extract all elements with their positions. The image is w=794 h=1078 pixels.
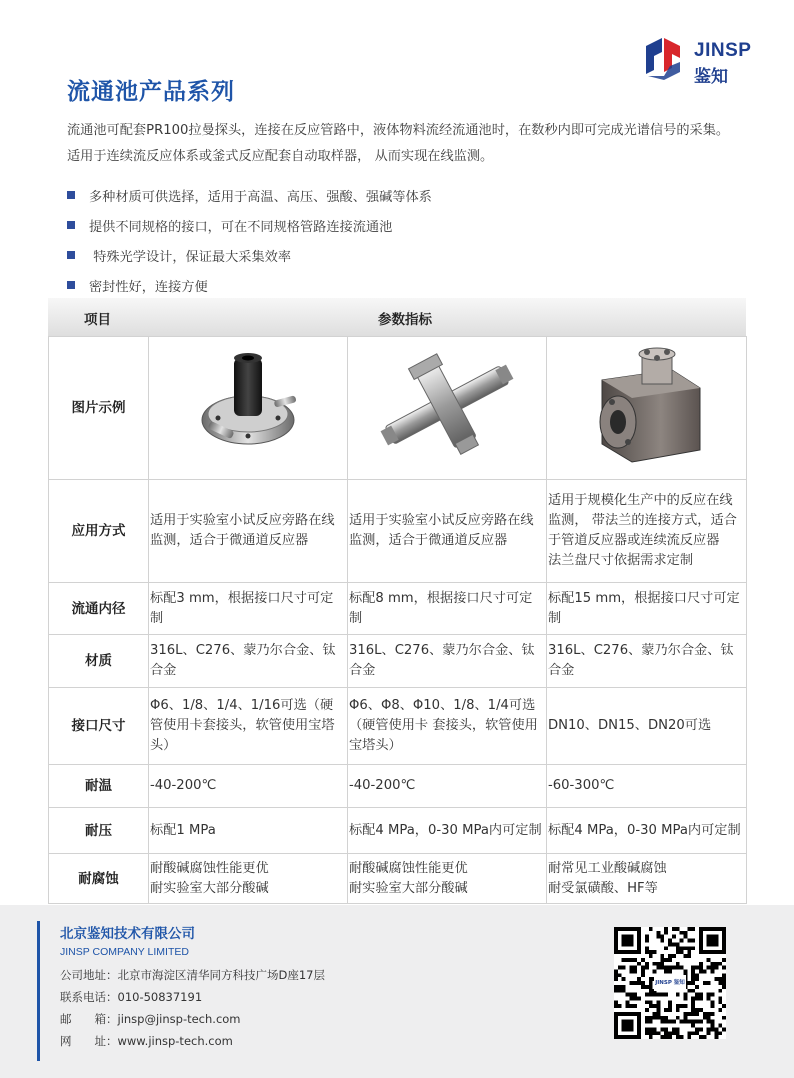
table-cell: 316L、C276、蒙乃尔合金、钛合金	[547, 635, 747, 688]
qr-logo-text: JINSP 鉴知	[654, 975, 686, 991]
table-cell: Φ6、Φ8、Φ10、1/8、1/4可选（硬管使用卡 套接头，软管使用宝塔头）	[348, 688, 547, 765]
header-item: 项目	[84, 312, 111, 328]
flow-cell-microchannel-icon	[178, 340, 318, 470]
table-row	[49, 688, 747, 765]
table-cell: 适用于规模化生产中的反应在线监测， 带法兰的连接方式，适合于管道反应器或连续流反应器 法兰盘尺寸依据需求定制	[547, 480, 747, 583]
logo-text-en: JINSP	[694, 40, 752, 61]
bullet-square-icon	[67, 191, 75, 199]
flow-cell-cross-photo	[348, 337, 547, 480]
feature-list	[67, 180, 432, 300]
table-row	[49, 765, 747, 808]
intro-paragraph: 流通池可配套PR100拉曼探头，连接在反应管路中，液体物料流经流通池时，在数秒内即可完成光谱信号的采集。适用于连续流反应体系或釜式反应配套自动取样器， 从而实现在线监测。	[67, 123, 730, 164]
table-row	[49, 480, 747, 583]
bullet-square-icon	[67, 281, 75, 289]
company-email[interactable]: 邮 箱：jinsp@jinsp-tech.com	[60, 1012, 241, 1026]
bullet-square-icon	[67, 251, 75, 259]
table-cell: 耐酸碱腐蚀性能更优 耐实验室大部分酸碱	[149, 854, 348, 904]
flow-cell-microchannel-photo	[149, 337, 348, 480]
table-cell: 标配4 MPa，0-30 MPa内可定制	[348, 808, 547, 854]
row-label: 耐腐蚀	[49, 854, 149, 904]
row-label: 耐压	[49, 808, 149, 854]
table-cell: -40-200℃	[348, 765, 547, 808]
spec-table-header	[48, 298, 746, 336]
company-website[interactable]: 网 址：www.jinsp-tech.com	[60, 1034, 233, 1048]
table-cell: 适用于实验室小试反应旁路在线监测，适合于微通道反应器	[149, 480, 348, 583]
row-label: 耐温	[49, 765, 149, 808]
row-label: 图片示例	[49, 337, 149, 480]
feature-item: 密封性好，连接方便	[67, 270, 432, 300]
table-row	[49, 337, 747, 480]
table-cell: 适用于实验室小试反应旁路在线监测，适合于微通道反应器	[348, 480, 547, 583]
company-phone: 联系电话：010-50837191	[60, 990, 203, 1004]
flow-cell-flange-icon	[572, 340, 722, 470]
table-cell: 耐常见工业酸碱腐蚀 耐受氯磺酸、HF等	[547, 854, 747, 904]
logo-text-cn: 鉴知	[694, 67, 728, 87]
feature-item: 多种材质可供选择，适用于高温、高压、强酸、强碱等体系	[67, 180, 432, 210]
table-cell: 316L、C276、蒙乃尔合金、钛合金	[348, 635, 547, 688]
table-row	[49, 583, 747, 635]
company-logo	[640, 36, 770, 87]
feature-item: 提供不同规格的接口，可在不同规格管路连接流通池	[67, 210, 432, 240]
table-cell: 标配8 mm，根据接口尺寸可定制	[348, 583, 547, 635]
feature-item: 特殊光学设计，保证最大采集效率	[67, 240, 432, 270]
row-label: 接口尺寸	[49, 688, 149, 765]
company-name-cn: 北京鉴知技术有限公司	[60, 926, 195, 942]
company-name-en: JINSP COMPANY LIMITED	[60, 946, 189, 958]
table-cell: 标配4 MPa，0-30 MPa内可定制	[547, 808, 747, 854]
qr-code[interactable]	[614, 927, 726, 1039]
table-cell: -60-300℃	[547, 765, 747, 808]
company-address: 公司地址：北京市海淀区清华同方科技广场D座17层	[60, 968, 325, 982]
table-cell: 标配1 MPa	[149, 808, 348, 854]
spec-table	[48, 336, 747, 904]
row-label: 应用方式	[49, 480, 149, 583]
table-cell: 标配3 mm，根据接口尺寸可定制	[149, 583, 348, 635]
table-cell: 316L、C276、蒙乃尔合金、钛合金	[149, 635, 348, 688]
row-label: 材质	[49, 635, 149, 688]
row-label: 流通内径	[49, 583, 149, 635]
header-params: 参数指标	[378, 312, 432, 328]
table-cell: Φ6、1/8、1/4、1/16可选（硬管使用卡套接头，软管使用宝塔头）	[149, 688, 348, 765]
table-cell: 标配15 mm，根据接口尺寸可定制	[547, 583, 747, 635]
footer-accent-bar	[37, 921, 40, 1061]
table-cell: 耐酸碱腐蚀性能更优 耐实验室大部分酸碱	[348, 854, 547, 904]
flow-cell-cross-icon	[372, 345, 522, 465]
table-cell: -40-200℃	[149, 765, 348, 808]
flow-cell-flange-block-photo	[547, 337, 747, 480]
bullet-square-icon	[67, 221, 75, 229]
table-row	[49, 808, 747, 854]
table-cell: DN10、DN15、DN20可选	[547, 688, 747, 765]
jinsp-logo-mark-icon	[640, 36, 688, 82]
page-title: 流通池产品系列	[67, 79, 235, 105]
footer	[0, 905, 794, 1078]
table-row	[49, 635, 747, 688]
table-row	[49, 854, 747, 904]
